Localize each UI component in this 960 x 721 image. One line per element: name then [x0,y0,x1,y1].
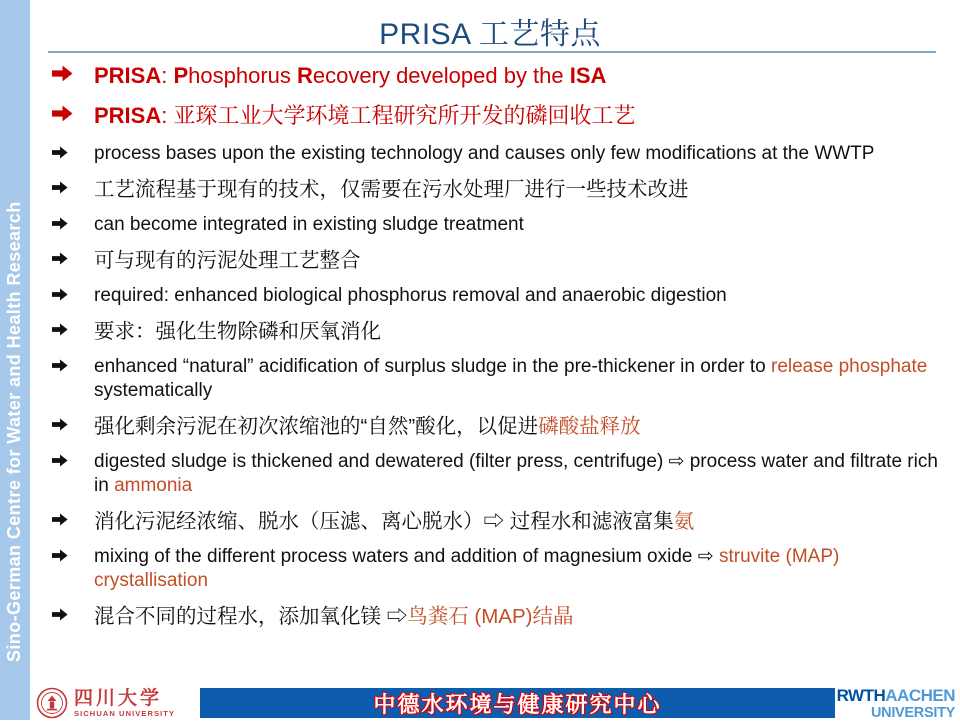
bullet-text [94,509,694,534]
arrow-bullet-icon [52,284,94,301]
arrow-bullet-icon [52,319,94,336]
bullet-item [52,248,940,273]
bullet-item [52,450,940,498]
bullet-segment: can become integrated in existing sludge treatment [94,214,524,235]
bullet-text [94,213,524,237]
bullet-text [94,355,940,403]
bullet-item [52,102,940,130]
arrow-bullet-icon [52,509,94,526]
bullet-segment-highlight: release phosphate [771,356,928,377]
footer-banner [200,688,835,718]
bullet-text [94,319,381,344]
arrow-bullet-icon [52,177,94,194]
sichuan-university-wordmark [74,689,175,718]
bullet-text [94,142,874,166]
bullet-segment: PRISA [94,103,162,128]
arrow-bullet-icon [52,213,94,230]
bullet-text [94,545,940,593]
bullet-segment-highlight: 鸟粪石 (MAP)结晶 [407,605,574,628]
bullet-text [94,102,635,130]
bullet-segment: required: enhanced biological phosphorus removal and anaerobic digestion [94,285,727,306]
bullet-segment: ISA [569,63,607,88]
bullet-segment: PRISA [94,63,162,88]
bullet-segment-highlight: struvite (MAP) crystallisation [94,546,840,591]
arrow-bullet-icon [52,450,94,467]
rwth-wordmark: RWTH [836,686,886,705]
bullet-item [52,355,940,403]
bullet-segment-highlight: 磷酸盐释放 [538,415,641,438]
bullet-item [52,177,940,202]
rwth-aachen-logo [837,687,955,721]
bullet-segment: 工艺流程基于现有的技术，仅需要在污水处理厂进行一些技术改进 [94,178,689,201]
sichuan-university-seal-icon [36,687,68,719]
bullet-text [94,450,940,498]
bullet-segment: systematically [94,380,213,401]
bullet-item [52,604,940,629]
arrow-bullet-icon [52,414,94,431]
bullet-text [94,284,727,308]
bullet-segment: R [297,63,313,88]
arrow-bullet-icon [52,62,94,82]
bullet-item [52,414,940,439]
bullet-segment: 强化剩余污泥在初次浓缩池的“自然”酸化，以促进 [94,415,539,438]
bullet-segment-highlight: 氨 [673,510,695,533]
bullet-text [94,62,606,90]
scu-english-name: SICHUAN UNIVERSITY [74,708,176,718]
bullet-segment: digested sludge is thickened and dewatered (filter press, centrifuge) ⇨ process water and filtrate rich in [94,451,938,496]
bullet-item [52,509,940,534]
bullet-item [52,284,940,308]
bullet-item [52,545,940,593]
bullet-segment: process bases upon the existing technology and causes only few modifications at the WWTP [94,143,875,164]
bullet-segment: : 亚琛工业大学环境工程研究所开发的磷回收工艺 [161,103,636,128]
bullet-segment: 消化污泥经浓缩、脱水（压滤、离心脱水）⇨ 过程水和滤液富集 [94,510,674,533]
arrow-bullet-icon [52,545,94,562]
slide-body [52,62,940,640]
arrow-bullet-icon [52,248,94,265]
bullet-segment: P [173,63,189,88]
sidebar-banner [0,0,30,720]
bullet-segment: enhanced “natural” acidification of surplus sludge in the pre-thickener in order to [94,356,771,377]
bullet-item [52,62,940,90]
bullet-segment-highlight: ammonia [114,475,193,496]
bullet-text [94,248,361,273]
bullet-segment: ecovery developed by the [312,63,570,88]
footer-center-title: 中德水环境与健康研究中心 [373,691,662,717]
arrow-bullet-icon [52,355,94,372]
arrow-bullet-icon [52,604,94,621]
title-divider [48,51,936,53]
bullet-list [52,62,940,629]
bullet-segment: 要求：强化生物除磷和厌氧消化 [94,320,381,343]
bullet-segment: mixing of the different process waters and addition of magnesium oxide ⇨ [94,546,719,567]
sichuan-university-logo [36,686,175,720]
bullet-text [94,604,573,629]
bullet-segment: hosphorus [188,63,298,88]
bullet-segment: 可与现有的污泥处理工艺整合 [94,249,361,272]
arrow-bullet-icon [52,142,94,159]
sidebar-vertical-text: Sino-German Centre for Water and Health Research [4,201,24,662]
arrow-bullet-icon [52,102,94,122]
page-title: PRISA 工艺特点 [379,18,601,51]
bullet-segment: : [161,63,174,88]
rwth-university-wordmark: UNIVERSITY [870,705,955,721]
bullet-item [52,319,940,344]
bullet-text [94,177,689,202]
bullet-text [94,414,641,439]
bullet-item [52,213,940,237]
scu-chinese-name: 四川大学 [74,687,163,709]
rwth-aachen-wordmark: AACHEN [885,686,955,705]
rwth-logo-top-line [837,687,955,705]
bullet-item [52,142,940,166]
bullet-segment: 混合不同的过程水，添加氧化镁 ⇨ [94,605,408,628]
